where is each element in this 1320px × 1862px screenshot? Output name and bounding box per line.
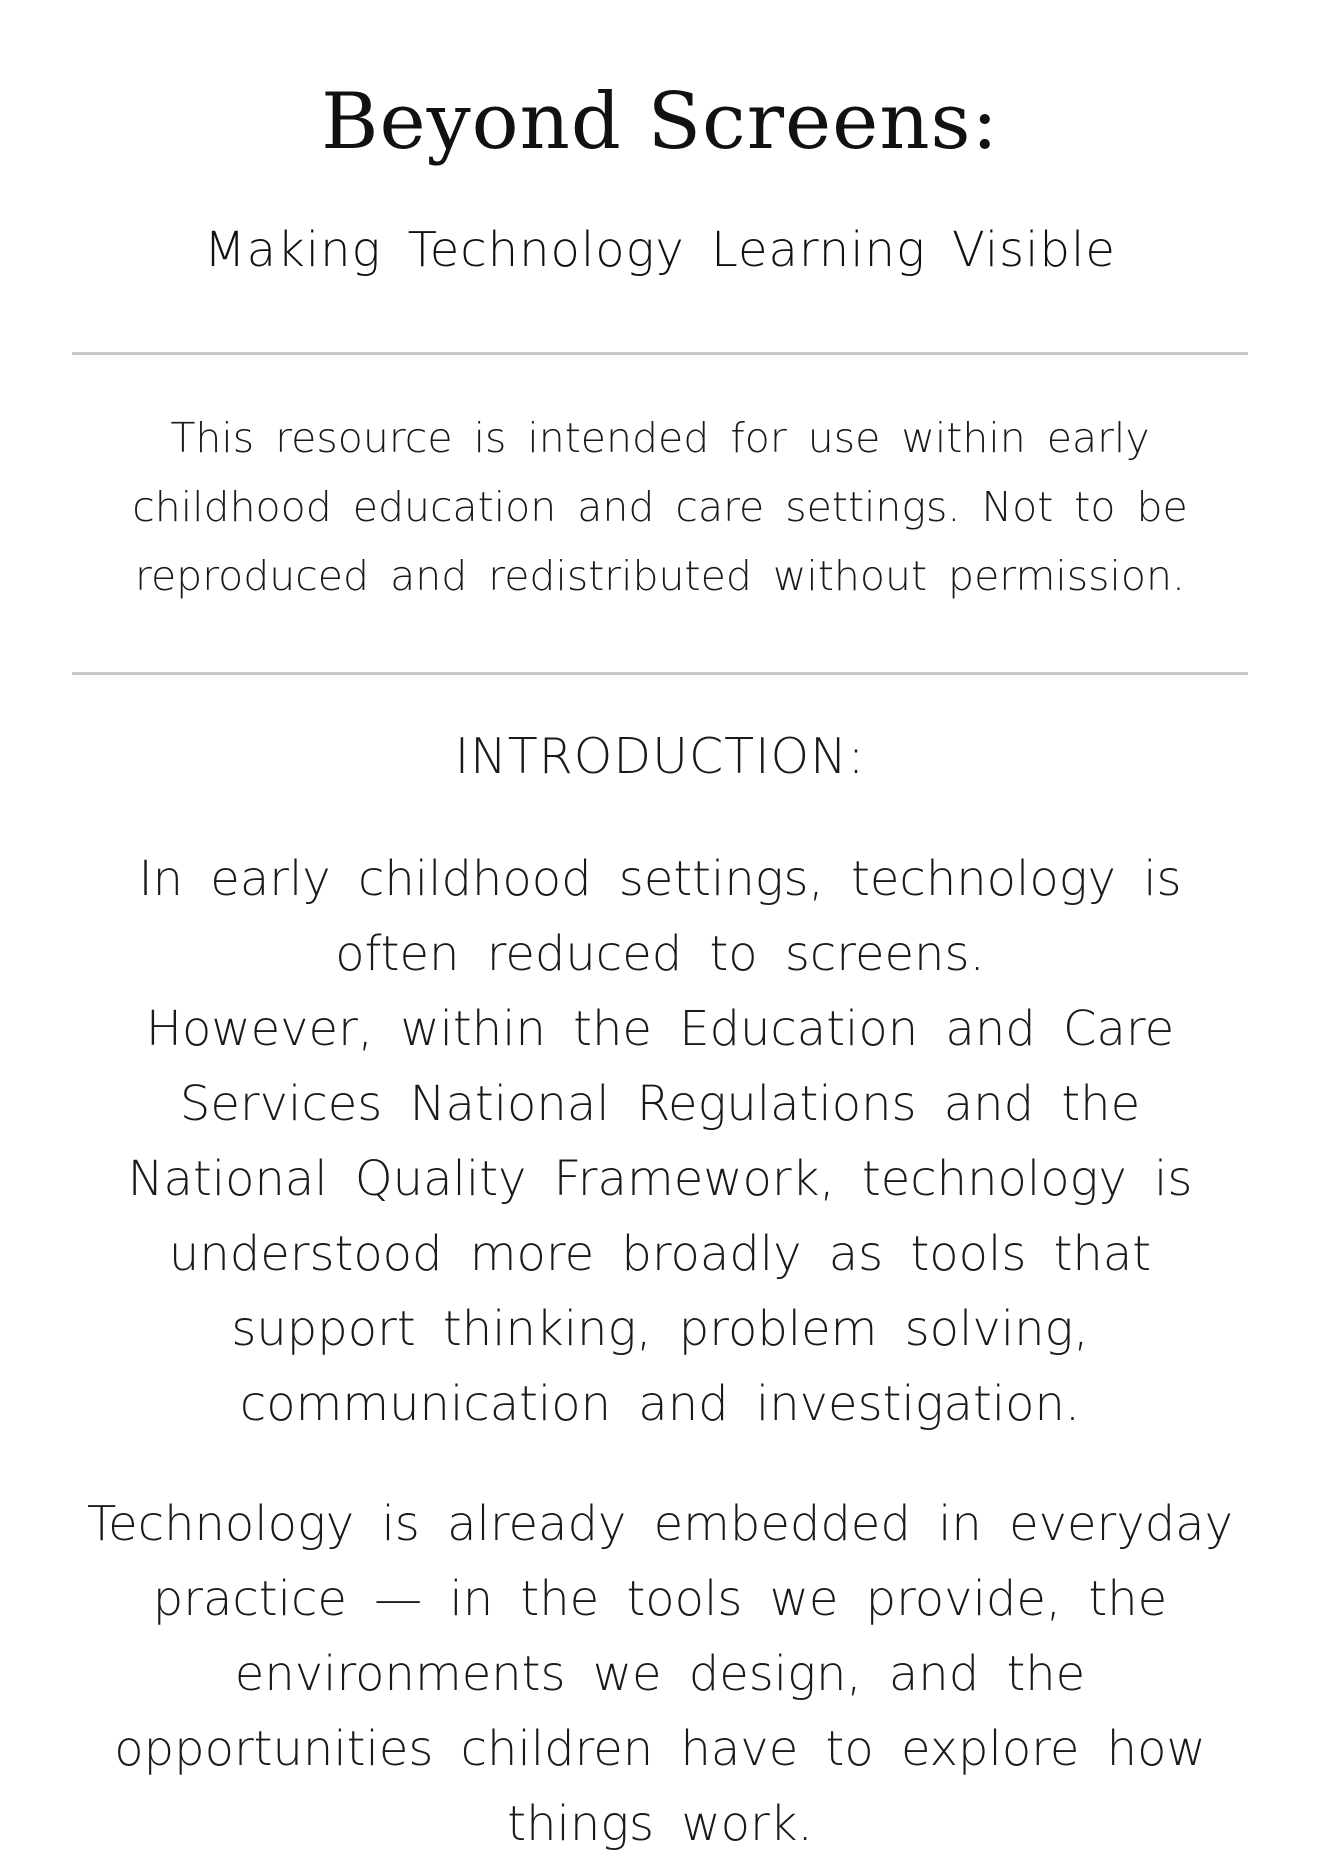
usage-notice: This resource is intended for use within early childhood education and care settings. Not to be reproduced and redistributed without permission.: [132, 414, 1188, 600]
document-title: Beyond Screens:: [321, 77, 999, 167]
section-heading-introduction: INTRODUCTION:: [454, 728, 866, 785]
intro-paragraph-1-sentence-1: In early childhood settings, technology is often reduced to screens.: [138, 851, 1182, 982]
intro-paragraph-1: [80, 842, 1240, 1442]
divider-bottom: [72, 672, 1248, 675]
document-subtitle: Making Technology Learning Visible: [204, 222, 1116, 278]
divider-top: [72, 352, 1248, 355]
intro-paragraph-2: Technology is already embedded in everyday practice — in the tools we provide, the environments we design, and the opportunities children have to explore how things work.: [87, 1496, 1233, 1852]
intro-paragraph-1-sentence-2: However, within the Education and Care Services National Regulations and the National Quality Framework, technology is understood more broadly as tools that support thinking, problem solving, communication and investigation.: [127, 1001, 1193, 1432]
